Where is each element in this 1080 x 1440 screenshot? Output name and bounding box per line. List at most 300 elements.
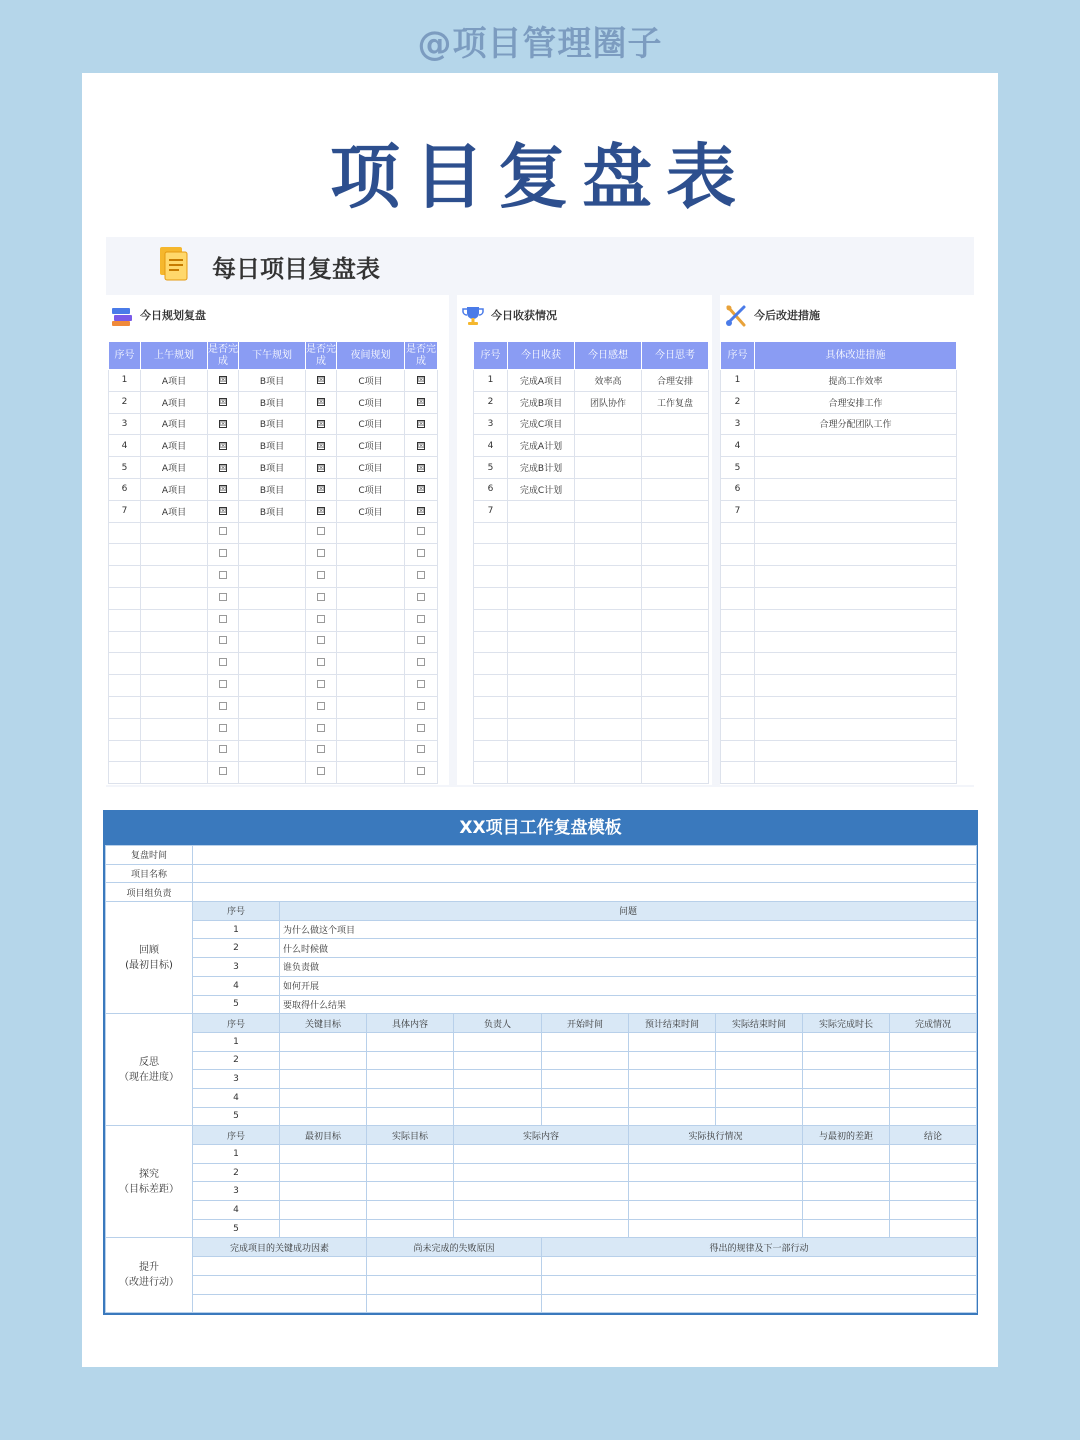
table-row [721,522,957,544]
cell[interactable] [629,1032,716,1051]
improve-group-label [106,1238,193,1313]
measure-cell [755,675,957,697]
cell[interactable] [454,1107,542,1126]
afternoon-plan-cell: B项目 [239,370,306,392]
group-subtitle: （改进行动） [119,1277,179,1289]
cell[interactable] [890,1182,977,1201]
checkbox-empty-icon[interactable] [219,549,227,557]
night-plan-cell [337,522,405,544]
row-no [109,718,141,740]
cell[interactable] [367,1163,454,1182]
col-header-no: 序号 [193,1126,280,1145]
row-no: 3 [193,958,280,977]
table-row [474,631,709,653]
measure-cell [755,457,957,479]
cell[interactable] [542,1294,977,1313]
checkbox-empty-icon[interactable] [317,767,325,775]
improve-table [720,341,957,784]
row-no [109,522,141,544]
morning-plan-cell [141,544,208,566]
gain-cell [508,609,575,631]
cell[interactable] [629,1107,716,1126]
thinking-cell [642,696,709,718]
feeling-cell: 效率高 [575,370,642,392]
done-cell [306,478,337,500]
cell[interactable] [280,1145,367,1164]
row-no: 1 [193,1032,280,1051]
checkbox-empty-icon[interactable] [317,593,325,601]
checkbox-empty-icon[interactable] [417,571,425,579]
done-cell [405,740,438,762]
checkbox-empty-icon[interactable] [417,767,425,775]
cell[interactable] [367,1107,454,1126]
row-no: 1 [193,920,280,939]
cell[interactable] [454,1051,542,1070]
improve-panel-title: 今后改进措施 [754,309,820,322]
cell[interactable] [629,1201,803,1220]
cell[interactable] [716,1088,803,1107]
cell[interactable] [803,1107,890,1126]
cell[interactable] [193,1294,367,1313]
row-no [721,718,755,740]
row-no: 6 [721,478,755,500]
gain-cell: 完成C项目 [508,413,575,435]
cell[interactable] [803,1051,890,1070]
row-no [474,522,508,544]
gain-cell [508,500,575,522]
checkbox-empty-icon[interactable] [317,680,325,688]
morning-plan-cell [141,566,208,588]
row-no [109,609,141,631]
cell[interactable] [454,1032,542,1051]
cell[interactable] [454,1145,629,1164]
cell[interactable] [280,1107,367,1126]
col-header-initial-target: 最初目标 [280,1126,367,1145]
night-plan-cell: C项目 [337,391,405,413]
cell[interactable] [629,1088,716,1107]
cell[interactable] [454,1163,629,1182]
cell[interactable] [367,1182,454,1201]
improve-panel [720,295,974,785]
cell[interactable] [367,1032,454,1051]
row-no: 4 [474,435,508,457]
row-no [721,653,755,675]
checkbox-empty-icon[interactable] [317,549,325,557]
gain-cell [508,522,575,544]
row-no [109,587,141,609]
table-row [474,762,709,784]
checkbox-checked-icon[interactable]: ☒ [418,463,425,472]
cell[interactable] [890,1107,977,1126]
checkbox-empty-icon[interactable] [219,658,227,666]
checkbox-empty-icon[interactable] [317,615,325,623]
feeling-cell [575,522,642,544]
checkbox-empty-icon[interactable] [219,680,227,688]
checkbox-empty-icon[interactable] [417,702,425,710]
cell[interactable] [367,1145,454,1164]
gain-cell [508,631,575,653]
checkbox-empty-icon[interactable] [219,593,227,601]
checkbox-empty-icon[interactable] [317,745,325,753]
checkbox-empty-icon[interactable] [219,527,227,535]
info-value-cell[interactable] [193,846,977,865]
question-cell: 为什么做这个项目 [280,920,977,939]
trophy-icon [461,304,485,328]
cell[interactable] [629,1070,716,1089]
done-cell [306,457,337,479]
col-header-no: 序号 [721,342,755,370]
done-cell [208,500,239,522]
cell[interactable] [890,1201,977,1220]
info-value-cell[interactable] [193,883,977,902]
cell[interactable] [890,1032,977,1051]
cell[interactable] [542,1051,629,1070]
row-no [109,566,141,588]
col-header-failure-reasons: 尚未完成的失败原因 [367,1238,542,1257]
cell[interactable] [803,1182,890,1201]
harvest-panel [457,295,712,785]
night-plan-cell [337,740,405,762]
measure-cell [755,609,957,631]
checkbox-empty-icon[interactable] [417,636,425,644]
cell[interactable] [716,1107,803,1126]
col-header-no: 序号 [193,1014,280,1033]
checkbox-checked-icon[interactable]: ☒ [418,441,425,450]
cell[interactable] [803,1032,890,1051]
row-no: 3 [474,413,508,435]
question-cell: 谁负责做 [280,958,977,977]
cell[interactable] [542,1107,629,1126]
cell[interactable] [890,1163,977,1182]
table-row [474,696,709,718]
group-title: 提升 [139,1262,159,1274]
checkbox-empty-icon[interactable] [317,724,325,732]
col-header-key-target: 关键目标 [280,1014,367,1033]
cell[interactable] [454,1088,542,1107]
row-no: 3 [193,1182,280,1201]
col-header-done: 是否完成 [306,342,337,370]
table-row [721,609,957,631]
cell[interactable] [367,1294,542,1313]
table-row [474,435,709,457]
checkbox-checked-icon[interactable]: ☒ [318,485,325,494]
cell[interactable] [542,1275,977,1294]
afternoon-plan-cell [239,762,306,784]
cell[interactable] [542,1257,977,1276]
cell[interactable] [367,1088,454,1107]
cell[interactable] [454,1219,629,1238]
checkbox-checked-icon[interactable]: ☒ [318,398,325,407]
row-no: 2 [193,939,280,958]
col-header-conclusion: 结论 [890,1126,977,1145]
row-no: 5 [193,1219,280,1238]
cell[interactable] [542,1070,629,1089]
plan-panel-title: 今日规划复盘 [140,309,206,322]
page-title: 项目复盘表 [330,136,750,218]
document-icon [158,246,190,282]
cell[interactable] [280,1201,367,1220]
table-row [474,587,709,609]
checkbox-empty-icon[interactable] [317,658,325,666]
checkbox-empty-icon[interactable] [317,527,325,535]
checkbox-empty-icon[interactable] [219,636,227,644]
row-no: 5 [193,1107,280,1126]
checkbox-checked-icon[interactable]: ☒ [318,463,325,472]
cell[interactable] [803,1163,890,1182]
cell[interactable] [803,1219,890,1238]
checkbox-checked-icon[interactable]: ☒ [418,507,425,516]
afternoon-plan-cell [239,609,306,631]
table-row [109,500,438,522]
done-cell [306,391,337,413]
measure-cell [755,762,957,784]
col-header-morning: 上午规划 [141,342,208,370]
cell[interactable] [716,1051,803,1070]
group-title: 回顾 [139,944,159,956]
checkbox-empty-icon[interactable] [417,724,425,732]
cell[interactable] [280,1182,367,1201]
afternoon-plan-cell: B项目 [239,413,306,435]
cell[interactable] [716,1070,803,1089]
done-cell [306,435,337,457]
table-row [721,696,957,718]
cell[interactable] [803,1070,890,1089]
afternoon-plan-cell: B项目 [239,457,306,479]
row-no: 1 [474,370,508,392]
done-cell [306,696,337,718]
thinking-cell [642,653,709,675]
thinking-cell [642,413,709,435]
info-value-cell[interactable] [193,864,977,883]
done-cell [208,740,239,762]
cell[interactable] [542,1032,629,1051]
col-header-no: 序号 [474,342,508,370]
afternoon-plan-cell [239,653,306,675]
feeling-cell [575,718,642,740]
night-plan-cell: C项目 [337,413,405,435]
table-row [721,587,957,609]
checkbox-checked-icon[interactable]: ☒ [220,485,227,494]
morning-plan-cell: A项目 [141,435,208,457]
row-no [474,675,508,697]
night-plan-cell [337,675,405,697]
measure-cell: 合理分配团队工作 [755,413,957,435]
cell[interactable] [890,1051,977,1070]
cell[interactable] [716,1032,803,1051]
col-header-done: 是否完成 [208,342,239,370]
review-group-label [106,902,193,1014]
col-header-thinking: 今日思考 [642,342,709,370]
cell[interactable] [629,1051,716,1070]
thinking-cell [642,500,709,522]
thinking-cell [642,609,709,631]
row-no: 4 [193,1201,280,1220]
checkbox-empty-icon[interactable] [219,724,227,732]
cell[interactable] [193,1257,367,1276]
cell[interactable] [280,1163,367,1182]
checkbox-empty-icon[interactable] [317,702,325,710]
cell[interactable] [454,1201,629,1220]
cell[interactable] [890,1145,977,1164]
row-no: 3 [193,1070,280,1089]
done-cell [208,675,239,697]
cell[interactable] [803,1088,890,1107]
thinking-cell [642,740,709,762]
checkbox-checked-icon[interactable]: ☒ [318,419,325,428]
table-row [109,631,438,653]
checkbox-empty-icon[interactable] [317,571,325,579]
cell[interactable] [280,1088,367,1107]
done-cell [405,544,438,566]
morning-plan-cell: A项目 [141,457,208,479]
measure-cell [755,566,957,588]
checkbox-empty-icon[interactable] [417,549,425,557]
row-no: 2 [721,391,755,413]
cell[interactable] [193,1275,367,1294]
table-row [109,762,438,784]
afternoon-plan-cell: B项目 [239,478,306,500]
feeling-cell [575,653,642,675]
gain-cell: 完成A计划 [508,435,575,457]
checkbox-checked-icon[interactable]: ☒ [418,398,425,407]
done-cell [208,718,239,740]
gain-cell [508,653,575,675]
cell[interactable] [890,1088,977,1107]
row-no: 2 [193,1051,280,1070]
cell[interactable] [367,1219,454,1238]
afternoon-plan-cell [239,696,306,718]
feeling-cell [575,762,642,784]
review-template [103,810,978,1315]
done-cell [405,566,438,588]
morning-plan-cell: A项目 [141,500,208,522]
done-cell [208,413,239,435]
done-cell [405,500,438,522]
done-cell [208,566,239,588]
row-no: 5 [193,995,280,1014]
checkbox-empty-icon[interactable] [417,745,425,753]
table-row [474,457,709,479]
cell[interactable] [367,1257,542,1276]
row-no: 1 [193,1145,280,1164]
cell[interactable] [629,1163,803,1182]
table-row [474,478,709,500]
cell[interactable] [280,1219,367,1238]
cell[interactable] [280,1032,367,1051]
checkbox-checked-icon[interactable]: ☒ [220,463,227,472]
table-row [721,675,957,697]
checkbox-checked-icon[interactable]: ☒ [418,419,425,428]
checkbox-checked-icon[interactable]: ☒ [318,507,325,516]
thinking-cell [642,544,709,566]
checkbox-checked-icon[interactable]: ☒ [318,376,325,385]
night-plan-cell [337,762,405,784]
checkbox-checked-icon[interactable]: ☒ [418,485,425,494]
thinking-cell [642,675,709,697]
cell[interactable] [629,1219,803,1238]
checkbox-checked-icon[interactable]: ☒ [220,376,227,385]
checkbox-empty-icon[interactable] [219,571,227,579]
checkbox-empty-icon[interactable] [219,702,227,710]
feeling-cell [575,500,642,522]
row-no [721,696,755,718]
row-no [721,675,755,697]
cell[interactable] [542,1088,629,1107]
checkbox-empty-icon[interactable] [219,745,227,753]
night-plan-cell [337,544,405,566]
done-cell [306,675,337,697]
table-row [474,718,709,740]
checkbox-empty-icon[interactable] [417,527,425,535]
group-subtitle: （现在进度） [119,1071,179,1083]
group-title: 探究 [139,1168,159,1180]
gain-cell [508,566,575,588]
cell[interactable] [803,1145,890,1164]
row-no: 5 [109,457,141,479]
night-plan-cell: C项目 [337,370,405,392]
row-no [109,696,141,718]
checkbox-empty-icon[interactable] [317,636,325,644]
cell[interactable] [367,1051,454,1070]
cell[interactable] [629,1182,803,1201]
cell[interactable] [890,1070,977,1089]
cell[interactable] [280,1051,367,1070]
checkbox-empty-icon[interactable] [219,615,227,623]
cell[interactable] [367,1201,454,1220]
done-cell [208,696,239,718]
cell[interactable] [367,1070,454,1089]
checkbox-empty-icon[interactable] [417,593,425,601]
col-header-status: 完成情况 [890,1014,977,1033]
cell[interactable] [890,1219,977,1238]
done-cell [405,413,438,435]
checkbox-checked-icon[interactable]: ☒ [220,441,227,450]
done-cell [405,457,438,479]
cell[interactable] [454,1070,542,1089]
cell[interactable] [629,1145,803,1164]
checkbox-checked-icon[interactable]: ☒ [220,507,227,516]
checkbox-checked-icon[interactable]: ☒ [318,441,325,450]
gain-cell: 完成B计划 [508,457,575,479]
cell[interactable] [803,1201,890,1220]
cell[interactable] [454,1182,629,1201]
checkbox-empty-icon[interactable] [417,680,425,688]
checkbox-checked-icon[interactable]: ☒ [418,376,425,385]
table-row [721,544,957,566]
done-cell [306,566,337,588]
harvest-panel-title: 今日收获情况 [491,309,557,322]
cell[interactable] [367,1275,542,1294]
table-row [109,696,438,718]
checkbox-empty-icon[interactable] [219,767,227,775]
cell[interactable] [280,1070,367,1089]
checkbox-checked-icon[interactable]: ☒ [220,419,227,428]
table-row [721,718,957,740]
afternoon-plan-cell [239,566,306,588]
checkbox-empty-icon[interactable] [417,658,425,666]
col-header-actual-content: 实际内容 [454,1126,629,1145]
group-subtitle: (最初目标) [125,959,173,971]
watermark: @项目管理圈子 [417,24,663,64]
row-no: 7 [721,500,755,522]
table-row [474,740,709,762]
reflect-group-label [106,1014,193,1126]
afternoon-plan-cell [239,740,306,762]
checkbox-checked-icon[interactable]: ☒ [220,398,227,407]
table-row [109,544,438,566]
table-row [474,391,709,413]
checkbox-empty-icon[interactable] [417,615,425,623]
